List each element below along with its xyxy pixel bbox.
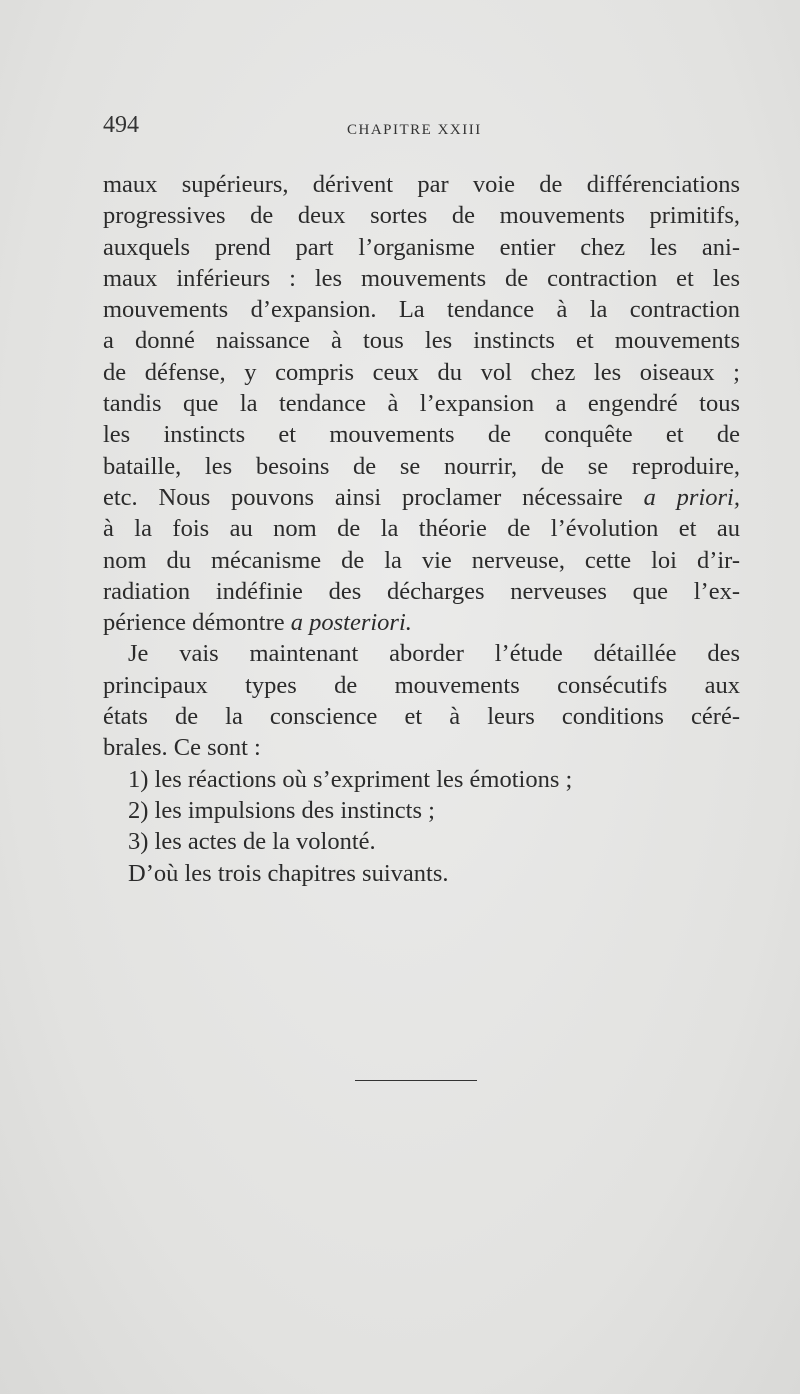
- text-segment: périence démontre: [103, 609, 291, 637]
- text-line: mouvements d’expansion. La tendance à la contraction: [103, 296, 740, 324]
- running-header: [103, 112, 743, 144]
- text-line: progressives de deux sortes de mouvements primitifs,: [103, 202, 740, 230]
- text-line: maux supérieurs, dérivent par voie de différenciations: [103, 171, 740, 198]
- list-item: 3) les actes de la volonté.: [128, 828, 376, 856]
- body-text: [103, 169, 740, 889]
- closing-line: D’où les trois chapitres suivants.: [128, 859, 449, 887]
- text-line: auxquels prend part l’organisme entier chez les ani-: [103, 233, 740, 261]
- text-line: nom du mécanisme de la vie nerveuse, cette loi d’ir-: [103, 546, 740, 574]
- text-segment: etc. Nous pouvons ainsi proclamer nécessaire: [103, 483, 644, 511]
- text-line: principaux types de mouvements consécutifs aux: [103, 671, 740, 699]
- paragraph-first-line: Je vais maintenant aborder l’étude détaillée des: [128, 640, 740, 668]
- text-line: à la fois au nom de la théorie de l’évolution et au: [103, 515, 740, 543]
- list-item: 1) les réactions où s’expriment les émotions ;: [128, 765, 573, 793]
- page-number: 494: [103, 112, 139, 138]
- chapter-title: CHAPITRE XXIII: [347, 122, 482, 138]
- text-line: états de la conscience et à leurs conditions céré-: [103, 703, 740, 731]
- text-line: radiation indéfinie des décharges nerveuses que l’ex-: [103, 577, 740, 605]
- text-line: bataille, les besoins de se nourrir, de se reproduire,: [103, 452, 740, 480]
- italic-term: a posteriori.: [290, 609, 412, 637]
- text-line: maux inférieurs : les mouvements de contraction et les: [103, 264, 740, 292]
- text-line: tandis que la tendance à l’expansion a engendré tous: [103, 390, 740, 418]
- text-line: a donné naissance à tous les instincts et mouvements: [103, 327, 740, 355]
- text-line: [103, 607, 740, 638]
- text-line: de défense, y compris ceux du vol chez les oiseaux ;: [103, 358, 740, 386]
- text-line: brales. Ce sont :: [103, 734, 261, 762]
- list-item: 2) les impulsions des instincts ;: [128, 796, 435, 824]
- italic-term: a priori,: [643, 483, 740, 511]
- text-line: les instincts et mouvements de conquête et de: [103, 421, 740, 449]
- text-line: [103, 482, 740, 513]
- section-divider: [355, 1080, 477, 1081]
